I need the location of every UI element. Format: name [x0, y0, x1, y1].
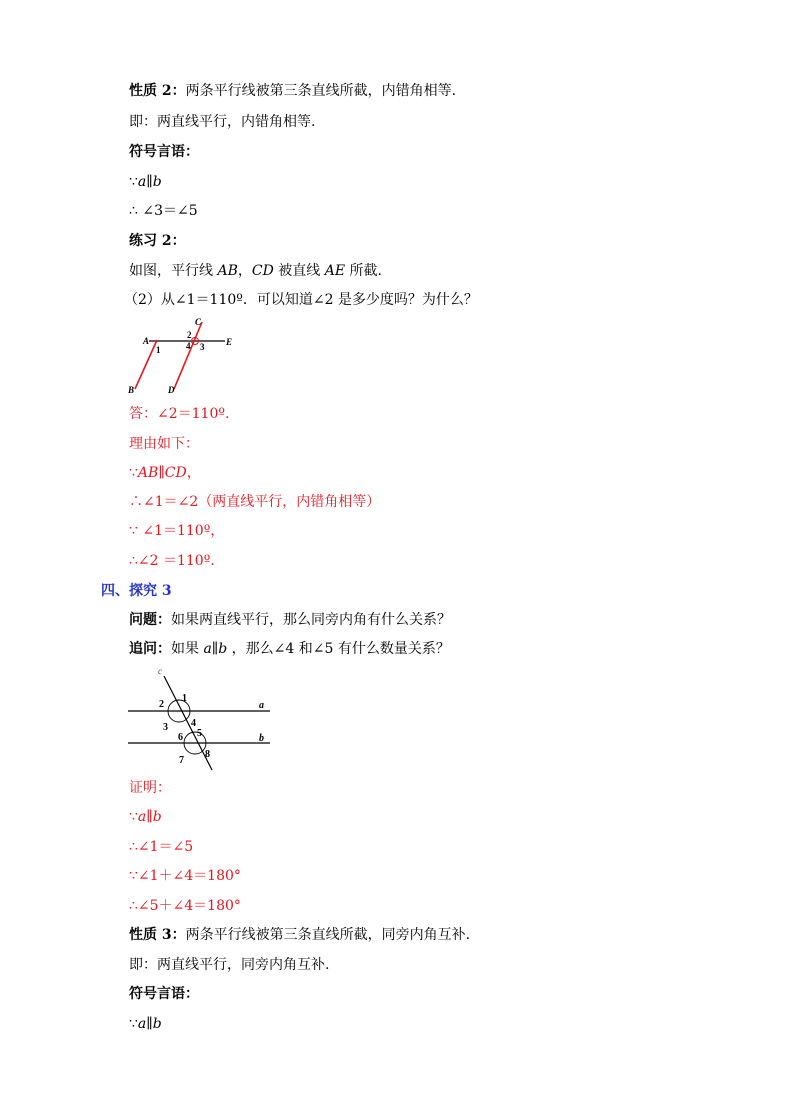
reason-line-2: ∴∠1＝∠2（两直线平行，内错角相等） [129, 494, 381, 510]
property-3-restatement: 即：两直线平行，同旁内角互补. [129, 957, 330, 973]
label-angle-1: 1 [156, 345, 161, 355]
follow-up-line: 追问：如果 a∥b ，那么∠4 和∠5 有什么数量关系？ [129, 641, 450, 657]
proof-label: 证明： [129, 780, 171, 796]
label-angle-1: 1 [182, 693, 187, 704]
figure-parallel-lines-ab-cd [125, 316, 245, 396]
property-2-label: 性质 2： [129, 83, 186, 99]
section-heading-4: 四、探究 3 [101, 583, 172, 599]
line-ab [135, 340, 157, 389]
symbol-line-1b: ∴ ∠3＝∠5 [129, 203, 198, 219]
property-2-text: 两条平行线被第三条直线所截，内错角相等. [185, 83, 457, 99]
symbol-language-label-2: 符号言语： [129, 986, 199, 1002]
label-c: C [195, 317, 202, 327]
reason-line-1: ∵AB∥CD， [129, 465, 201, 481]
label-b: b [259, 733, 264, 744]
label-angle-4: 4 [191, 718, 196, 729]
exercise-2-question: （2）从∠1＝110º．可以知道∠2 是多少度吗？为什么？ [124, 292, 478, 308]
label-angle-3: 3 [163, 722, 168, 733]
answer-line: 答：∠2＝110º. [129, 406, 230, 422]
property-3-line: 性质 3：两条平行线被第三条直线所截，同旁内角互补. [129, 927, 471, 943]
label-angle-4: 4 [186, 341, 191, 351]
symbol-line-2: ∵a∥b [129, 1016, 162, 1032]
label-angle-8: 8 [205, 749, 210, 760]
label-a: a [259, 700, 264, 711]
label-angle-7: 7 [179, 755, 184, 766]
label-e: E [226, 337, 233, 347]
question-line: 问题：如果两直线平行，那么同旁内角有什么关系？ [129, 612, 451, 628]
property-2-restatement: 即：两直线平行，内错角相等. [129, 114, 316, 130]
label-angle-3: 3 [200, 342, 205, 352]
label-angle-2: 2 [159, 699, 164, 710]
reason-line-3: ∵ ∠1＝110º， [129, 523, 225, 539]
property-2-line [129, 82, 456, 100]
label-a: A [143, 336, 150, 346]
proof-line-1: ∵a∥b [129, 809, 162, 825]
label-d: D [168, 385, 175, 395]
exercise-2-label: 练习 2： [129, 233, 186, 249]
figure-transversal-a-b-c [125, 664, 275, 772]
proof-line-3: ∵∠1＋∠4＝180° [129, 868, 241, 884]
proof-line-4: ∴∠5＋∠4＝180° [129, 898, 241, 914]
reason-line-4: ∴∠2 ＝110º. [129, 553, 215, 569]
label-b: B [128, 385, 135, 395]
symbol-line-1a: ∵a∥b [129, 174, 162, 190]
label-angle-5: 5 [197, 728, 202, 739]
label-angle-2: 2 [187, 330, 192, 340]
proof-line-2: ∴∠1＝∠5 [129, 839, 194, 855]
reason-intro: 理由如下： [129, 436, 199, 452]
exercise-2-statement: 如图，平行线 AB，CD 被直线 AE 所截. [129, 263, 382, 279]
label-angle-6: 6 [178, 732, 183, 743]
symbol-language-label-1: 符号言语： [129, 144, 199, 160]
label-c: c [158, 666, 162, 676]
